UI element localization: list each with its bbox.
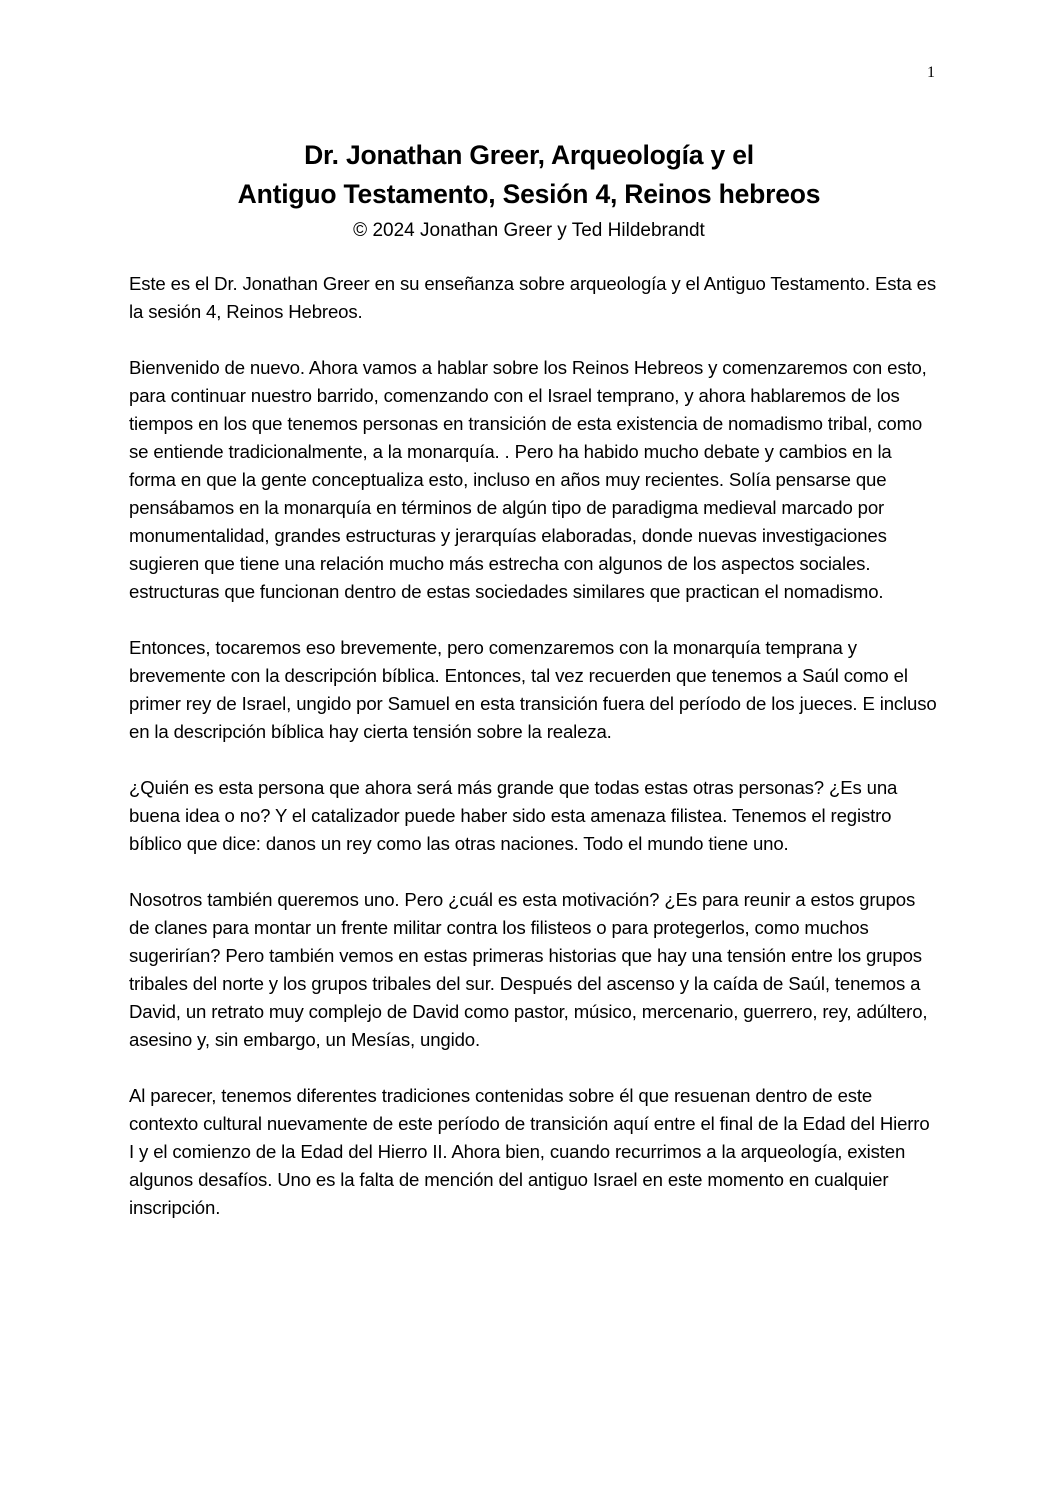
- document-title: [0, 136, 1058, 214]
- paragraph: Nosotros también queremos uno. Pero ¿cuál es esta motivación? ¿Es para reunir a estos grupos de clanes para montar un frente militar contra los filisteos o para protegerlos, como muchos sugerirían? Pero también vemos en estas primeras historias que hay una tensión entre los grupos tribales del norte y los grupos tribales del sur. Después del ascenso y la caída de Saúl, tenemos a David, un retrato muy complejo de David como pastor, músico, mercenario, guerrero, rey, adúltero, asesino y, sin embargo, un Mesías, ungido.: [129, 889, 928, 1050]
- page-number: 1: [927, 64, 935, 81]
- paragraph: Este es el Dr. Jonathan Greer en su enseñanza sobre arqueología y el Antiguo Testamento. Esta es la sesión 4, Reinos Hebreos.: [129, 273, 936, 322]
- title-line-2: Antiguo Testamento, Sesión 4, Reinos hebreos: [237, 179, 821, 209]
- paragraph: Entonces, tocaremos eso brevemente, pero comenzaremos con la monarquía temprana y brevemente con la descripción bíblica. Entonces, tal vez recuerden que tenemos a Saúl como el primer rey de Israel, ungido por Samuel en esta transición fuera del período de los jueces. E incluso en la descripción bíblica hay cierta tensión sobre la realeza.: [129, 637, 937, 742]
- paragraph: ¿Quién es esta persona que ahora será más grande que todas estas otras personas? ¿Es una buena idea o no? Y el catalizador puede haber sido esta amenaza filistea. Tenemos el registro bíblico que dice: danos un rey como las otras naciones. Todo el mundo tiene uno.: [129, 777, 898, 854]
- document-body: [129, 270, 939, 1250]
- copyright-notice: © 2024 Jonathan Greer y Ted Hildebrandt: [353, 220, 705, 241]
- paragraph: Al parecer, tenemos diferentes tradiciones contenidas sobre él que resuenan dentro de este contexto cultural nuevamente de este período de transición aquí entre el final de la Edad del Hierro I y el comienzo de la Edad del Hierro II. Ahora bien, cuando recurrimos a la arqueología, existen algunos desafíos. Uno es la falta de mención del antiguo Israel en este momento en cualquier inscripción.: [129, 1085, 930, 1218]
- paragraph: Bienvenido de nuevo. Ahora vamos a hablar sobre los Reinos Hebreos y comenzaremos con esto, para continuar nuestro barrido, comenzando con el Israel temprano, y ahora hablaremos de los tiempos en los que tenemos personas en transición de esta existencia de nomadismo tribal, como se entiende tradicionalmente, a la monarquía. . Pero ha habido mucho debate y cambios en la forma en que la gente conceptualiza esto, incluso en años muy recientes. Solía pensarse que pensábamos en la monarquía en términos de algún tipo de paradigma medieval marcado por monumentalidad, grandes estructuras y jerarquías elaboradas, donde nuevas investigaciones sugieren que tiene una relación mucho más estrecha con algunos de los aspectos sociales. estructuras que funcionan dentro de estas sociedades similares que practican el nomadismo.: [129, 357, 927, 602]
- title-line-1: Dr. Jonathan Greer, Arqueología y el: [304, 140, 754, 170]
